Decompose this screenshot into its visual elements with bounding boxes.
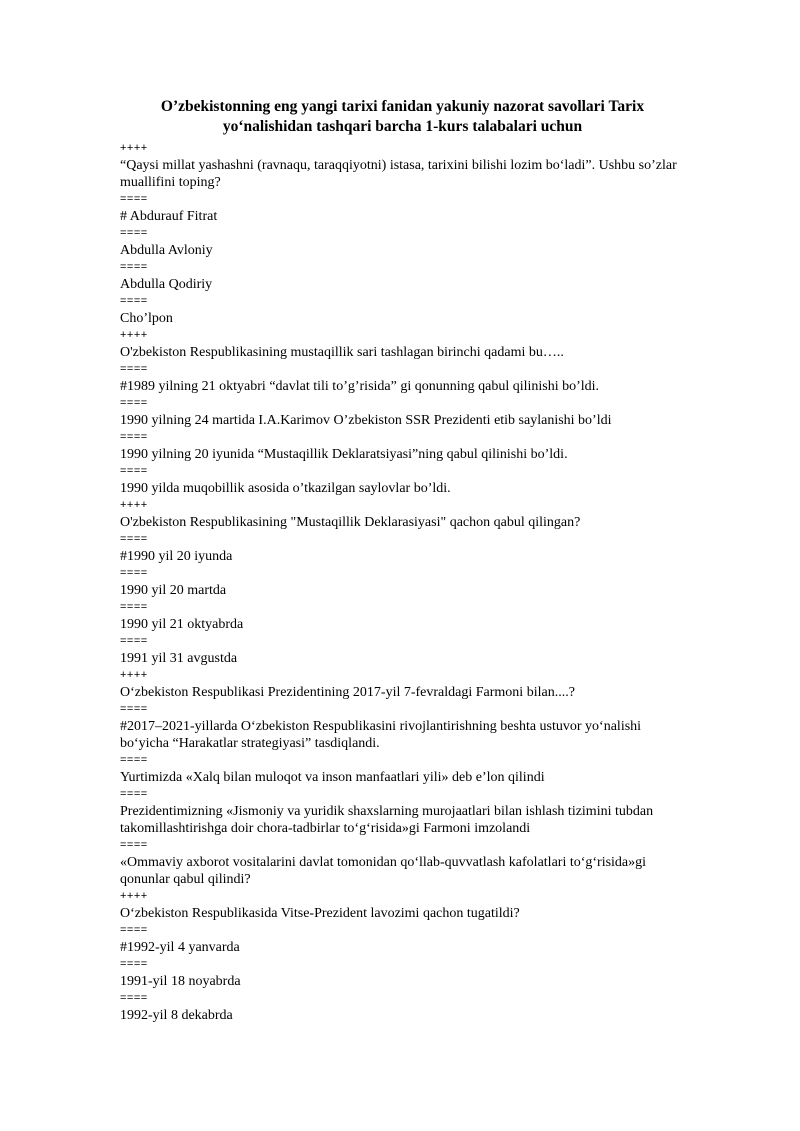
answer-option: 1991 yil 31 avgustda bbox=[120, 651, 238, 666]
answer-option: #1990 yil 20 iyunda bbox=[120, 549, 233, 564]
option-marker: ==== bbox=[120, 924, 148, 936]
option-marker: ==== bbox=[120, 465, 148, 477]
option-marker: ==== bbox=[120, 567, 148, 579]
option-marker: ==== bbox=[120, 601, 148, 613]
option-marker: ==== bbox=[120, 431, 148, 443]
question-text: O'zbekiston Respublikasining mustaqillik sari tashlagan birinchi qadami bu….. bbox=[120, 345, 564, 360]
option-marker: ==== bbox=[120, 227, 148, 239]
option-marker: ==== bbox=[120, 992, 148, 1004]
question-marker: ++++ bbox=[120, 142, 148, 154]
answer-option: Prezidentimizning «Jismoniy va yuridik shaxslarning murojaatlari bilan ishlash tizimini tubdan takomillashtirishga doir chora-tadbirlar to‘g‘risida»gi Farmoni imzolandi bbox=[120, 804, 654, 836]
option-marker: ==== bbox=[120, 397, 148, 409]
answer-option: # Abdurauf Fitrat bbox=[120, 209, 218, 224]
option-marker: ==== bbox=[120, 788, 148, 800]
answer-option: 1990 yilning 20 iyunida “Mustaqillik Deklaratsiyasi”ning qabul qilinishi bo’ldi. bbox=[120, 447, 568, 462]
option-marker: ==== bbox=[120, 261, 148, 273]
question-marker: ++++ bbox=[120, 669, 148, 681]
answer-option: 1992-yil 8 dekabrda bbox=[120, 1008, 233, 1023]
document-title: O’zbekistonning eng yangi tarixi fanidan yakuniy nazorat savollari Tarix yo‘nalishidan tashqari barcha 1-kurs talabalari uchun bbox=[160, 98, 645, 135]
option-marker: ==== bbox=[120, 754, 148, 766]
question-list bbox=[120, 140, 685, 1024]
question-text: “Qaysi millat yashashni (ravnaqu, taraqqiyotni) istasa, tarixini bilishi lozim bo‘ladi”. Ushbu so’zlar muallifini toping? bbox=[120, 158, 677, 190]
question-marker: ++++ bbox=[120, 890, 148, 902]
answer-option: Yurtimizda «Xalq bilan muloqot va inson manfaatlari yili» deb e’lon qilindi bbox=[120, 770, 545, 785]
answer-option: #1992-yil 4 yanvarda bbox=[120, 940, 240, 955]
answer-option: 1990 yil 21 oktyabrda bbox=[120, 617, 244, 632]
answer-option: Abdulla Qodiriy bbox=[120, 277, 213, 292]
answer-option: #1989 yilning 21 oktyabri “davlat tili to’g’risida” gi qonunning qabul qilinishi bo’ldi. bbox=[120, 379, 600, 394]
question-text: O'zbekiston Respublikasining "Mustaqillik Deklarasiyasi" qachon qabul qilingan? bbox=[120, 515, 581, 530]
question-marker: ++++ bbox=[120, 329, 148, 341]
question-marker: ++++ bbox=[120, 499, 148, 511]
answer-option: «Ommaviy axborot vositalarini davlat tomonidan qo‘llab-quvvatlash kafolatlari to‘g‘risida»gi qonunlar qabul qilindi? bbox=[120, 855, 647, 887]
option-marker: ==== bbox=[120, 533, 148, 545]
option-marker: ==== bbox=[120, 703, 148, 715]
option-marker: ==== bbox=[120, 958, 148, 970]
answer-option: 1990 yilning 24 martida I.A.Karimov O’zbekiston SSR Prezidenti etib saylanishi bo’ldi bbox=[120, 413, 612, 428]
answer-option: 1991-yil 18 noyabrda bbox=[120, 974, 241, 989]
option-marker: ==== bbox=[120, 635, 148, 647]
option-marker: ==== bbox=[120, 295, 148, 307]
option-marker: ==== bbox=[120, 363, 148, 375]
answer-option: Abdulla Avloniy bbox=[120, 243, 213, 258]
answer-option: 1990 yil 20 martda bbox=[120, 583, 227, 598]
question-text: O‘zbekiston Respublikasi Prezidentining 2017-yil 7-fevraldagi Farmoni bilan....? bbox=[120, 685, 575, 700]
answer-option: Cho’lpon bbox=[120, 311, 173, 326]
option-marker: ==== bbox=[120, 193, 148, 205]
option-marker: ==== bbox=[120, 839, 148, 851]
answer-option: 1990 yilda muqobillik asosida o’tkazilgan saylovlar bo’ldi. bbox=[120, 481, 451, 496]
document-page bbox=[120, 97, 685, 1024]
answer-option: #2017–2021-yillarda O‘zbekiston Respublikasini rivojlantirishning beshta ustuvor yo‘nalishi bo‘yicha “Harakatlar strategiyasi” tasdiqlandi. bbox=[120, 719, 642, 751]
question-text: O‘zbekiston Respublikasida Vitse-Prezident lavozimi qachon tugatildi? bbox=[120, 906, 520, 921]
